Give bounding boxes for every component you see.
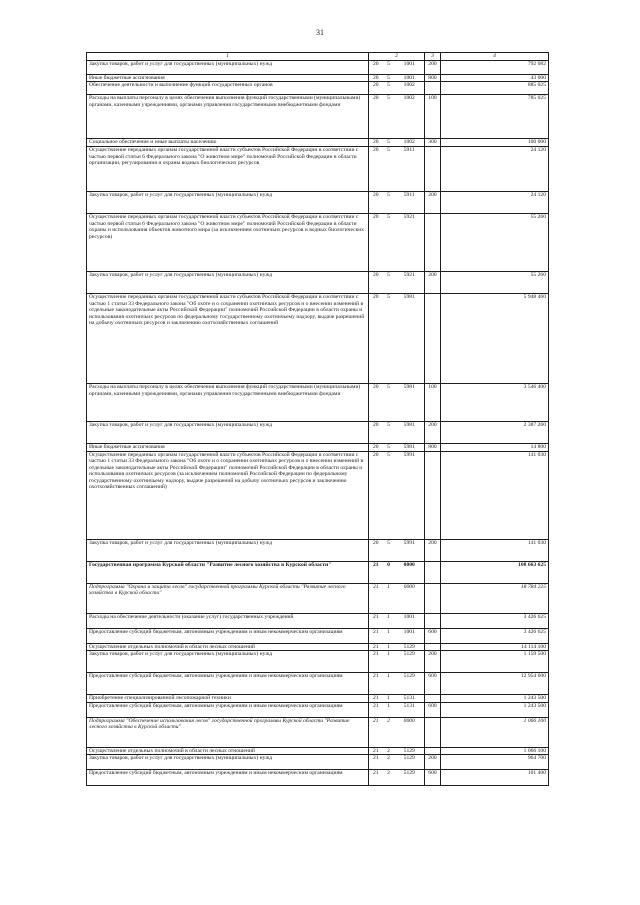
row-program-code: 20 xyxy=(369,82,383,95)
row-expense-type: 300 xyxy=(425,139,441,147)
row-subprogram-code: 5 xyxy=(383,192,395,214)
row-name: Закупка товаров, работ и услуг для государственных (муниципальных) нужд xyxy=(87,539,369,561)
row-amount: 885 025 xyxy=(441,82,549,95)
row-name: Предоставление субсидий бюджетным, автономным учреждениям и иным некоммерческим организациям xyxy=(87,770,369,786)
row-direction-code: 5921 xyxy=(395,272,425,294)
row-name: Закупка товаров, работ и услуг для государственных (муниципальных) нужд xyxy=(87,192,369,214)
row-program-code: 20 xyxy=(369,384,383,422)
row-direction-code: 5131 xyxy=(395,695,425,702)
row-subprogram-code: 5 xyxy=(383,451,395,539)
row-name: Осуществление отдельных полномочий в области лесных отношений xyxy=(87,747,369,754)
row-expense-type xyxy=(425,583,441,613)
table-row xyxy=(87,613,549,628)
table-row xyxy=(87,628,549,643)
row-amount: 12 954 600 xyxy=(441,673,549,695)
table-row xyxy=(87,695,549,702)
row-direction-code: 1001 xyxy=(395,75,425,82)
table-row xyxy=(87,272,549,294)
row-subprogram-code: 1 xyxy=(383,628,395,643)
header-col-4: 4 xyxy=(441,53,549,61)
row-subprogram-code: 5 xyxy=(383,61,395,75)
row-program-code: 20 xyxy=(369,214,383,272)
row-amount: 101 400 xyxy=(441,770,549,786)
row-subprogram-code: 1 xyxy=(383,583,395,613)
row-direction-code: 1001 xyxy=(395,628,425,643)
table-row xyxy=(87,673,549,695)
row-expense-type xyxy=(425,214,441,272)
row-direction-code: 5981 xyxy=(395,294,425,384)
table-row xyxy=(87,770,549,786)
row-amount: 14 114 100 xyxy=(441,643,549,650)
table-row xyxy=(87,82,549,95)
row-amount: 24 120 xyxy=(441,147,549,192)
row-expense-type: 600 xyxy=(425,702,441,717)
table-row xyxy=(87,451,549,539)
row-subprogram-code: 5 xyxy=(383,214,395,272)
row-name: Расходы на обеспечение деятельности (оказание услуг) государственных учреждений xyxy=(87,613,369,628)
row-amount: 43 000 xyxy=(441,75,549,82)
row-amount: 141 030 xyxy=(441,451,549,539)
row-direction-code: 5991 xyxy=(395,539,425,561)
row-expense-type xyxy=(425,695,441,702)
row-name: Закупка товаров, работ и услуг для государственных (муниципальных) нужд xyxy=(87,755,369,770)
row-expense-type xyxy=(425,643,441,650)
row-amount: 1 066 100 xyxy=(441,717,549,747)
table-row xyxy=(87,755,549,770)
row-subprogram-code: 5 xyxy=(383,384,395,422)
row-direction-code: 0000 xyxy=(395,717,425,747)
row-amount: 3 426 625 xyxy=(441,628,549,643)
row-expense-type: 200 xyxy=(425,755,441,770)
row-amount: 24 120 xyxy=(441,192,549,214)
row-expense-type: 800 xyxy=(425,444,441,451)
row-program-code: 21 xyxy=(369,747,383,754)
row-subprogram-code: 5 xyxy=(383,294,395,384)
row-expense-type xyxy=(425,717,441,747)
row-name: Осуществление переданных органам государственной власти субъектов Российской Федерации в соответствии с частью 1 статьи 33 Федерального закона "Об охоте и о сохранении охотничьих ресурсов и о внесении изменений в отдельные законодательные акты Российской Федерации" полномочий Российской Федерации в области охраны и использования охотничьих ресурсов (за исключением полномочий Российской Федерации по федеральному государственному охотничьему надзору, выдаче разрешений на добычу охотничьих ресурсов и заключению охотхозяйственных соглашений) xyxy=(87,451,369,539)
row-expense-type xyxy=(425,82,441,95)
row-expense-type: 200 xyxy=(425,539,441,561)
row-subprogram-code: 5 xyxy=(383,82,395,95)
row-amount: 964 700 xyxy=(441,755,549,770)
row-direction-code: 5911 xyxy=(395,147,425,192)
row-expense-type: 800 xyxy=(425,75,441,82)
row-amount: 100 000 xyxy=(441,139,549,147)
row-program-code: 20 xyxy=(369,147,383,192)
row-program-code: 21 xyxy=(369,755,383,770)
row-expense-type xyxy=(425,613,441,628)
row-subprogram-code: 0 xyxy=(383,561,395,583)
row-program-code: 21 xyxy=(369,673,383,695)
row-subprogram-code: 1 xyxy=(383,695,395,702)
row-subprogram-code: 1 xyxy=(383,643,395,650)
row-expense-type: 200 xyxy=(425,422,441,444)
budget-table xyxy=(86,52,549,786)
row-subprogram-code: 5 xyxy=(383,147,395,192)
table-row xyxy=(87,747,549,754)
row-amount: 3 546 400 xyxy=(441,384,549,422)
row-program-code: 21 xyxy=(369,770,383,786)
row-subprogram-code: 5 xyxy=(383,75,395,82)
table-row xyxy=(87,192,549,214)
row-name: Закупка товаров, работ и услуг для государственных (муниципальных) нужд xyxy=(87,61,369,75)
row-name: Закупка товаров, работ и услуг для государственных (муниципальных) нужд xyxy=(87,422,369,444)
header-col-1: 1 xyxy=(87,53,369,61)
row-amount: 1 159 500 xyxy=(441,651,549,673)
row-expense-type: 600 xyxy=(425,770,441,786)
row-subprogram-code: 1 xyxy=(383,651,395,673)
table-row xyxy=(87,643,549,650)
row-subprogram-code: 2 xyxy=(383,770,395,786)
row-amount: 1 243 500 xyxy=(441,702,549,717)
row-direction-code: 0000 xyxy=(395,561,425,583)
row-direction-code: 5981 xyxy=(395,422,425,444)
row-name: Государственная программа Курской области "Развитие лесного хозяйства в Курской области" xyxy=(87,561,369,583)
row-expense-type: 100 xyxy=(425,384,441,422)
row-amount: 2 387 260 xyxy=(441,422,549,444)
row-program-code: 21 xyxy=(369,583,383,613)
row-name: Иные бюджетные ассигнования xyxy=(87,75,369,82)
row-program-code: 21 xyxy=(369,561,383,583)
row-direction-code: 1002 xyxy=(395,82,425,95)
table-header-row xyxy=(87,53,549,61)
row-program-code: 20 xyxy=(369,139,383,147)
table-row xyxy=(87,539,549,561)
row-direction-code: 5129 xyxy=(395,747,425,754)
table-row xyxy=(87,583,549,613)
row-direction-code: 5911 xyxy=(395,192,425,214)
row-name: Осуществление переданных органам государственной власти субъектов Российской Федерации в соответствии с частью первой статьи 6 Федерального закона "О животном мире" полномочий Российской Федерации в области организации, регулирования и охраны водных биологических ресурсов xyxy=(87,147,369,192)
row-subprogram-code: 1 xyxy=(383,702,395,717)
row-expense-type: 200 xyxy=(425,61,441,75)
row-subprogram-code: 2 xyxy=(383,717,395,747)
row-subprogram-code: 2 xyxy=(383,747,395,754)
row-direction-code: 5981 xyxy=(395,444,425,451)
row-direction-code: 0000 xyxy=(395,583,425,613)
row-expense-type xyxy=(425,747,441,754)
row-subprogram-code: 2 xyxy=(383,755,395,770)
row-direction-code: 1001 xyxy=(395,61,425,75)
row-expense-type xyxy=(425,147,441,192)
row-subprogram-code: 5 xyxy=(383,95,395,139)
row-program-code: 20 xyxy=(369,75,383,82)
table-row xyxy=(87,61,549,75)
row-name: Осуществление отдельных полномочий в области лесных отношений xyxy=(87,643,369,650)
row-direction-code: 5129 xyxy=(395,673,425,695)
row-amount: 55 260 xyxy=(441,272,549,294)
row-program-code: 20 xyxy=(369,451,383,539)
row-amount: 55 260 xyxy=(441,214,549,272)
table-row xyxy=(87,75,549,82)
row-name: Расходы на выплаты персоналу в целях обеспечения выполнения функций государственными (муниципальными) органами, казенными учреждениями, органами управления государственными внебюджетными фондами xyxy=(87,384,369,422)
row-amount: 792 082 xyxy=(441,61,549,75)
row-direction-code: 5921 xyxy=(395,214,425,272)
row-subprogram-code: 5 xyxy=(383,139,395,147)
table-row xyxy=(87,717,549,747)
row-expense-type: 600 xyxy=(425,673,441,695)
row-program-code: 20 xyxy=(369,444,383,451)
row-amount: 141 030 xyxy=(441,539,549,561)
row-subprogram-code: 5 xyxy=(383,539,395,561)
row-expense-type: 200 xyxy=(425,651,441,673)
row-expense-type: 200 xyxy=(425,272,441,294)
table-row xyxy=(87,214,549,272)
table-row xyxy=(87,702,549,717)
row-program-code: 20 xyxy=(369,61,383,75)
table-row xyxy=(87,384,549,422)
row-amount: 5 948 460 xyxy=(441,294,549,384)
row-name: Иные бюджетные ассигнования xyxy=(87,444,369,451)
table-body xyxy=(87,61,549,786)
row-amount: 3 426 625 xyxy=(441,613,549,628)
row-direction-code: 5129 xyxy=(395,643,425,650)
row-program-code: 20 xyxy=(369,294,383,384)
row-direction-code: 1002 xyxy=(395,95,425,139)
row-name: Предоставление субсидий бюджетным, автономным учреждениям и иным некоммерческим организациям xyxy=(87,702,369,717)
row-program-code: 21 xyxy=(369,717,383,747)
row-amount: 14 800 xyxy=(441,444,549,451)
row-name: Расходы на выплаты персоналу в целях обеспечения выполнения функций государственными (муниципальными) органами, казенными учреждениями, органами управления государственными внебюджетными фондами xyxy=(87,95,369,139)
table-row xyxy=(87,444,549,451)
table-row xyxy=(87,95,549,139)
row-program-code: 21 xyxy=(369,702,383,717)
row-program-code: 21 xyxy=(369,695,383,702)
row-name: Подпрограмма "Обеспечение использования лесов" государственной программы Курской области "Развитие лесного хозяйства в Курской области" xyxy=(87,717,369,747)
row-program-code: 21 xyxy=(369,643,383,650)
row-subprogram-code: 1 xyxy=(383,613,395,628)
row-direction-code: 5131 xyxy=(395,702,425,717)
row-direction-code: 5991 xyxy=(395,451,425,539)
row-name: Осуществление переданных органам государственной власти субъектов Российской Федерации в соответствии с частью 1 статьи 33 Федерального закона "Об охоте и о сохранении охотничьих ресурсов и о внесении изменений в отдельные законодательные акты Российской Федерации" полномочий Российской Федерации в области охраны и использования охотничьих ресурсов по федеральному государственному охотничьему надзору, выдаче разрешений на добычу охотничьих ресурсов и заключению охотхозяйственных соглашений xyxy=(87,294,369,384)
row-name: Предоставление субсидий бюджетным, автономным учреждениям и иным некоммерческим организациям xyxy=(87,628,369,643)
row-program-code: 20 xyxy=(369,95,383,139)
row-expense-type: 100 xyxy=(425,95,441,139)
table-row xyxy=(87,139,549,147)
header-col-2: 2 xyxy=(369,53,425,61)
row-expense-type xyxy=(425,294,441,384)
table-row xyxy=(87,422,549,444)
table-row xyxy=(87,147,549,192)
page-number: 31 xyxy=(316,28,324,37)
row-program-code: 20 xyxy=(369,192,383,214)
row-subprogram-code: 5 xyxy=(383,444,395,451)
row-program-code: 21 xyxy=(369,651,383,673)
row-program-code: 21 xyxy=(369,628,383,643)
row-program-code: 21 xyxy=(369,613,383,628)
row-name: Социальное обеспечение и иные выплаты населению xyxy=(87,139,369,147)
row-program-code: 20 xyxy=(369,272,383,294)
row-program-code: 20 xyxy=(369,539,383,561)
row-amount: 18 784 225 xyxy=(441,583,549,613)
row-subprogram-code: 5 xyxy=(383,422,395,444)
table-row xyxy=(87,294,549,384)
row-name: Обеспечение деятельности и выполнение функций государственных органов xyxy=(87,82,369,95)
row-direction-code: 1002 xyxy=(395,139,425,147)
row-expense-type xyxy=(425,561,441,583)
row-direction-code: 5129 xyxy=(395,770,425,786)
row-name: Осуществление переданных органам государственной власти субъектов Российской Федерации в соответствии с частью первой статьи 6 Федерального закона "О животном мире" полномочий Российской Федерации в области охраны и использования объектов животного мира (за исключением охотничьих ресурсов и водных биологических ресурсов) xyxy=(87,214,369,272)
row-amount: 1 243 500 xyxy=(441,695,549,702)
row-expense-type: 200 xyxy=(425,192,441,214)
row-amount: 108 663 625 xyxy=(441,561,549,583)
row-direction-code: 1001 xyxy=(395,613,425,628)
row-subprogram-code: 5 xyxy=(383,272,395,294)
row-direction-code: 5129 xyxy=(395,755,425,770)
row-name: Закупка товаров, работ и услуг для государственных (муниципальных) нужд xyxy=(87,272,369,294)
row-expense-type xyxy=(425,451,441,539)
row-amount: 1 066 100 xyxy=(441,747,549,754)
row-expense-type: 600 xyxy=(425,628,441,643)
row-program-code: 20 xyxy=(369,422,383,444)
row-subprogram-code: 1 xyxy=(383,673,395,695)
row-name: Предоставление субсидий бюджетным, автономным учреждениям и иным некоммерческим организациям xyxy=(87,673,369,695)
row-amount: 785 025 xyxy=(441,95,549,139)
row-name: Закупка товаров, работ и услуг для государственных (муниципальных) нужд xyxy=(87,651,369,673)
row-name: Приобретение специализированной лесопожарной техники xyxy=(87,695,369,702)
row-name: Подпрограмма "Охрана и защита лесов" государственной программы Курской области "Развитие лесного хозяйства в Курской области" xyxy=(87,583,369,613)
table-row xyxy=(87,651,549,673)
table-row xyxy=(87,561,549,583)
row-direction-code: 5129 xyxy=(395,651,425,673)
header-col-3: 3 xyxy=(425,53,441,61)
row-direction-code: 5981 xyxy=(395,384,425,422)
